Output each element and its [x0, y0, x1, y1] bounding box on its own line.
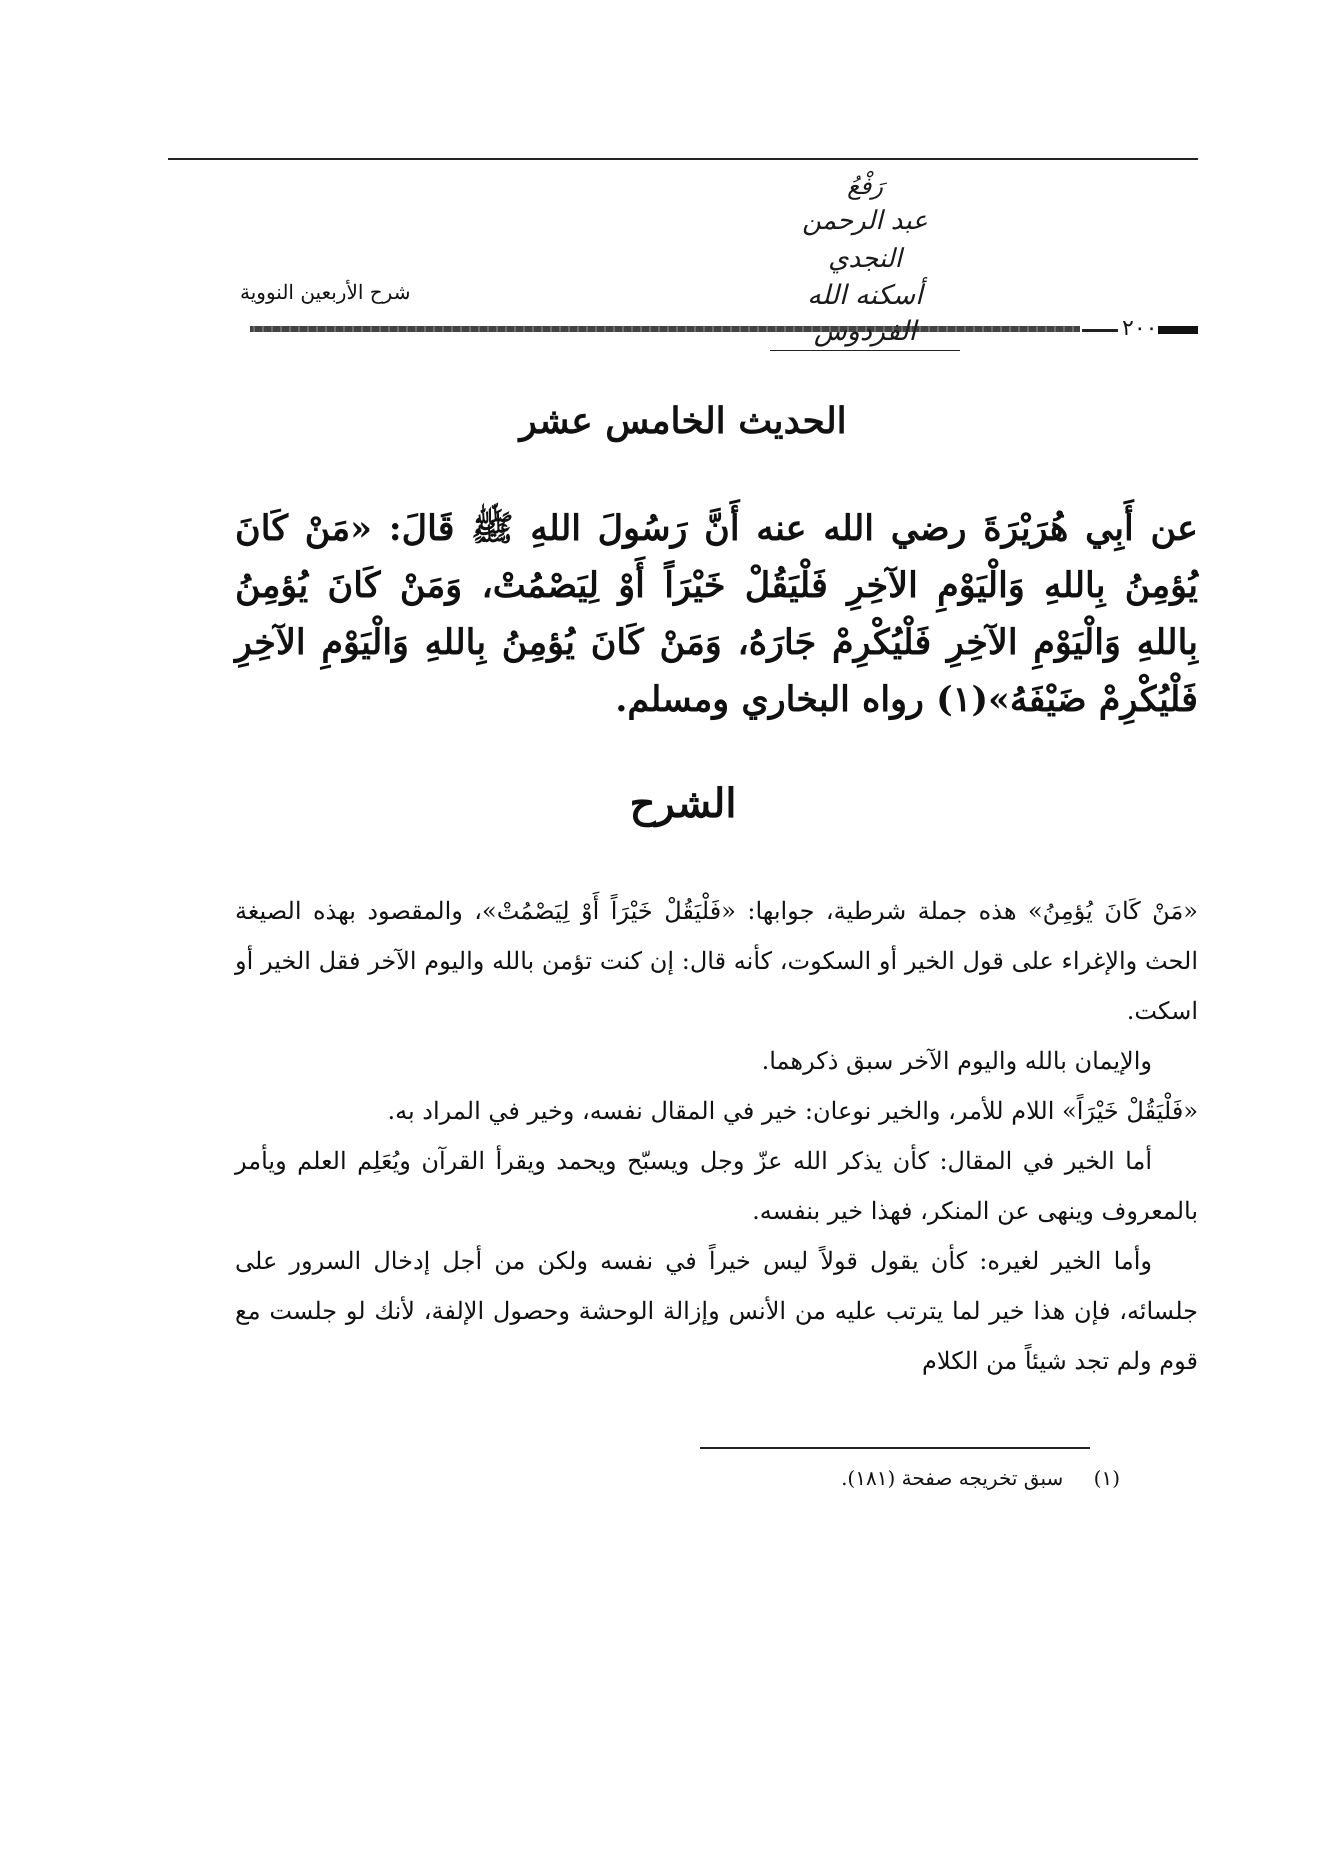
- hadith-title: الحديث الخامس عشر: [519, 400, 847, 442]
- running-header-title: شرح الأربعين النووية: [240, 280, 411, 304]
- stamp-line-1: رَفْعُ: [847, 172, 883, 200]
- footnote-rule: [700, 1447, 1090, 1449]
- stamp-line-2: عبد الرحمن النجدي: [802, 206, 928, 274]
- commentary-paragraph-3: «فَلْيَقُلْ خَيْرَاً» اللام للأمر، والخير نوعان: خير في المقال نفسه، وخير في المراد به.: [387, 1097, 1198, 1125]
- header-rule: [250, 326, 1080, 332]
- commentary-body: [235, 886, 1198, 1386]
- commentary-paragraph-5: وأما الخير لغيره: كأن يقول قولاً ليس خيراً في نفسه ولكن من أجل إدخال السرور على جلسائه، فإن هذا خير لما يترتب عليه من الأنس وإزالة الوحشة وحصول الإلفة، لأنك لو جلست مع قوم ولم تجد شيئاً من الكلام: [235, 1247, 1198, 1375]
- footnote-number: (١): [1093, 1466, 1120, 1490]
- stamp-line-3: أسكنه الله: [770, 278, 960, 351]
- commentary-title: الشرح: [629, 780, 737, 827]
- commentary-paragraph-1: «مَنْ كَانَ يُؤمِنُ» هذه جملة شرطية، جوابها: «فَلْيَقُلْ خَيْرَاً أَوْ لِيَصْمُتْ»، والمقصود بهذه الصيغة الحث والإغراء على قول الخير أو السكوت، كأنه قال: إن كنت تؤمن بالله واليوم الآخر فقل الخير أو اسكت.: [235, 897, 1198, 1025]
- header-rule-segment: [1082, 329, 1118, 332]
- footnote: [700, 1466, 1120, 1490]
- footnote-text: سبق تخريجه صفحة (١٨١).: [841, 1466, 1064, 1490]
- top-rule: [168, 158, 1198, 160]
- commentary-paragraph-4: أما الخير في المقال: كأن يذكر الله عزّ وجل ويسبّح ويحمد ويقرأ القرآن ويُعَلِم العلم ويأمر بالمعروف وينهى عن المنكر، فهذا خير بنفسه.: [235, 1147, 1198, 1225]
- page-number: ٢٠٠: [1122, 316, 1158, 341]
- hadith-text: عن أَبِي هُرَيْرَةَ رضي الله عنه أَنَّ رَسُولَ اللهِ ﷺ قَالَ: «مَنْ كَانَ يُؤمِنُ بِاللهِ وَالْيَوْمِ الآخِرِ فَلْيَقُلْ خَيْرَاً أَوْ لِيَصْمُتْ، وَمَنْ كَانَ يُؤمِنُ بِاللهِ وَالْيَوْمِ الآخِرِ فَلْيُكْرِمْ جَارَهُ، وَمَنْ كَانَ يُؤمِنُ بِاللهِ وَالْيَوْمِ الآخِرِ فَلْيُكْرِمْ ضَيْفَهُ»(١) رواه البخاري ومسلم.: [235, 508, 1198, 720]
- page-number-bar: [1158, 326, 1198, 334]
- commentary-paragraph-2: والإيمان بالله واليوم الآخر سبق ذكرهما.: [761, 1047, 1152, 1075]
- signature-stamp: [770, 170, 960, 310]
